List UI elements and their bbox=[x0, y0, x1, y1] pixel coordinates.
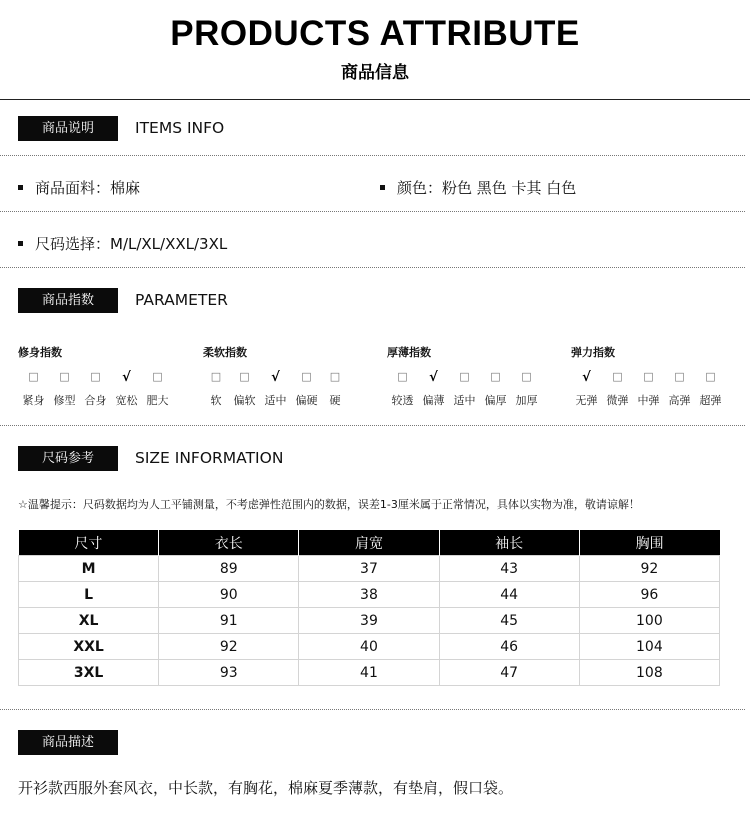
table-cell: 37 bbox=[299, 556, 439, 582]
table-cell: 89 bbox=[159, 556, 299, 582]
fabric-text: 商品面料：棉麻 bbox=[35, 179, 141, 197]
check-mark-icon: √ bbox=[582, 370, 591, 385]
checkbox-icon: □ bbox=[674, 370, 685, 383]
param-checkboxes bbox=[18, 370, 188, 384]
size-label-cell: XL bbox=[19, 608, 159, 634]
param-option-label: 合身 bbox=[84, 394, 107, 407]
divider bbox=[0, 155, 745, 156]
param-option-label: 偏硬 bbox=[295, 394, 318, 407]
size-table-header-cell: 袖长 bbox=[439, 530, 579, 556]
size-table-header bbox=[19, 530, 720, 556]
param-option-label: 中弹 bbox=[637, 394, 660, 407]
checkbox-icon: □ bbox=[397, 370, 408, 383]
table-cell: 41 bbox=[299, 660, 439, 686]
table-cell: 96 bbox=[579, 582, 719, 608]
param-option-label: 肥大 bbox=[146, 394, 169, 407]
param-option-label: 无弹 bbox=[575, 394, 598, 407]
table-cell: 91 bbox=[159, 608, 299, 634]
size-info-title: SIZE INFORMATION bbox=[135, 449, 284, 467]
param-option-label: 偏薄 bbox=[422, 394, 445, 407]
fabric-item bbox=[18, 177, 140, 198]
param-option-label: 偏厚 bbox=[484, 394, 507, 407]
param-group-elasticity bbox=[571, 344, 741, 408]
param-labels bbox=[387, 392, 557, 408]
color-item bbox=[380, 177, 576, 198]
checkbox-icon: □ bbox=[612, 370, 623, 383]
param-option-label: 软 bbox=[210, 394, 222, 407]
size-table-header-cell: 尺寸 bbox=[19, 530, 159, 556]
parameter-tag: 商品指数 bbox=[18, 288, 118, 313]
param-checkboxes bbox=[387, 370, 557, 384]
param-group-title: 弹力指数 bbox=[571, 346, 615, 359]
checkbox-icon: □ bbox=[705, 370, 716, 383]
param-group-title: 修身指数 bbox=[18, 346, 62, 359]
param-option-label: 适中 bbox=[453, 394, 476, 407]
description-tag: 商品描述 bbox=[18, 730, 118, 755]
size-label-cell: L bbox=[19, 582, 159, 608]
checkbox-icon: □ bbox=[28, 370, 39, 383]
param-option-label: 偏软 bbox=[233, 394, 256, 407]
size-table bbox=[18, 530, 720, 686]
size-label-cell: M bbox=[19, 556, 159, 582]
checkbox-icon: □ bbox=[459, 370, 470, 383]
divider bbox=[0, 211, 745, 212]
checkbox-icon: □ bbox=[90, 370, 101, 383]
checkbox-icon: □ bbox=[301, 370, 312, 383]
size-label-cell: XXL bbox=[19, 634, 159, 660]
param-option-label: 修型 bbox=[53, 394, 76, 407]
table-cell: 43 bbox=[439, 556, 579, 582]
checkbox-icon: □ bbox=[210, 370, 222, 383]
param-option-label: 微弹 bbox=[606, 394, 629, 407]
page-title: PRODUCTS ATTRIBUTE bbox=[170, 14, 580, 53]
param-group-title: 厚薄指数 bbox=[387, 346, 431, 359]
checkbox-icon: □ bbox=[329, 370, 341, 383]
checkbox-icon: □ bbox=[490, 370, 501, 383]
table-cell: 47 bbox=[439, 660, 579, 686]
items-info-title: ITEMS INFO bbox=[135, 119, 225, 137]
checkbox-icon: □ bbox=[521, 370, 532, 383]
table-row bbox=[19, 608, 720, 634]
table-row bbox=[19, 634, 720, 660]
color-text: 颜色：粉色 黑色 卡其 白色 bbox=[397, 179, 577, 197]
table-cell: 92 bbox=[579, 556, 719, 582]
check-mark-icon: √ bbox=[122, 370, 131, 385]
table-cell: 40 bbox=[299, 634, 439, 660]
size-table-header-cell: 肩宽 bbox=[299, 530, 439, 556]
table-cell: 92 bbox=[159, 634, 299, 660]
param-labels bbox=[571, 392, 741, 408]
divider bbox=[0, 425, 745, 426]
bullet-icon bbox=[380, 185, 385, 190]
table-cell: 39 bbox=[299, 608, 439, 634]
table-cell: 38 bbox=[299, 582, 439, 608]
param-option-label: 高弹 bbox=[668, 394, 691, 407]
param-option-label: 加厚 bbox=[515, 394, 538, 407]
items-info-tag: 商品说明 bbox=[18, 116, 118, 141]
table-cell: 104 bbox=[579, 634, 719, 660]
table-cell: 100 bbox=[579, 608, 719, 634]
header-divider bbox=[0, 99, 750, 100]
divider bbox=[0, 709, 745, 710]
size-label-cell: 3XL bbox=[19, 660, 159, 686]
table-cell: 45 bbox=[439, 608, 579, 634]
checkbox-icon: □ bbox=[643, 370, 654, 383]
size-table-header-cell: 衣长 bbox=[159, 530, 299, 556]
checkbox-icon: □ bbox=[152, 370, 163, 383]
table-cell: 90 bbox=[159, 582, 299, 608]
param-group-softness bbox=[203, 344, 373, 408]
checkbox-icon: □ bbox=[239, 370, 250, 383]
check-mark-icon: √ bbox=[271, 370, 280, 385]
description-text: 开衫款西服外套风衣，中长款，有胸花，棉麻夏季薄款，有垫肩，假口袋。 bbox=[18, 779, 514, 797]
size-table-header-cell: 胸围 bbox=[579, 530, 719, 556]
param-checkboxes bbox=[571, 370, 741, 384]
table-cell: 46 bbox=[439, 634, 579, 660]
table-row bbox=[19, 582, 720, 608]
param-option-label: 硬 bbox=[329, 394, 341, 407]
sizes-text: 尺码选择：M/L/XL/XXL/3XL bbox=[35, 235, 228, 253]
size-info-tag: 尺码参考 bbox=[18, 446, 118, 471]
param-option-label: 较透 bbox=[391, 394, 414, 407]
size-notice: ☆温馨提示：尺码数据均为人工平铺测量，不考虑弹性范围内的数据，误差1-3厘米属于正常情况，具体以实物为准，敬请谅解！ bbox=[18, 498, 640, 511]
table-row bbox=[19, 556, 720, 582]
param-group-title: 柔软指数 bbox=[203, 346, 247, 359]
bullet-icon bbox=[18, 185, 23, 190]
param-labels bbox=[18, 392, 188, 408]
checkbox-icon: □ bbox=[59, 370, 70, 383]
param-labels bbox=[203, 392, 373, 408]
param-option-label: 宽松 bbox=[115, 394, 138, 407]
table-cell: 93 bbox=[159, 660, 299, 686]
sizes-item bbox=[18, 233, 227, 254]
param-option-label: 超弹 bbox=[699, 394, 722, 407]
parameter-title: PARAMETER bbox=[135, 291, 228, 309]
bullet-icon bbox=[18, 241, 23, 246]
page-subtitle: 商品信息 bbox=[341, 63, 409, 83]
table-cell: 108 bbox=[579, 660, 719, 686]
param-option-label: 适中 bbox=[264, 394, 287, 407]
param-checkboxes bbox=[203, 370, 373, 384]
table-cell: 44 bbox=[439, 582, 579, 608]
check-mark-icon: √ bbox=[429, 370, 438, 385]
divider bbox=[0, 267, 745, 268]
param-group-thickness bbox=[387, 344, 557, 408]
param-option-label: 紧身 bbox=[22, 394, 45, 407]
table-row bbox=[19, 660, 720, 686]
param-group-fit bbox=[18, 344, 188, 408]
